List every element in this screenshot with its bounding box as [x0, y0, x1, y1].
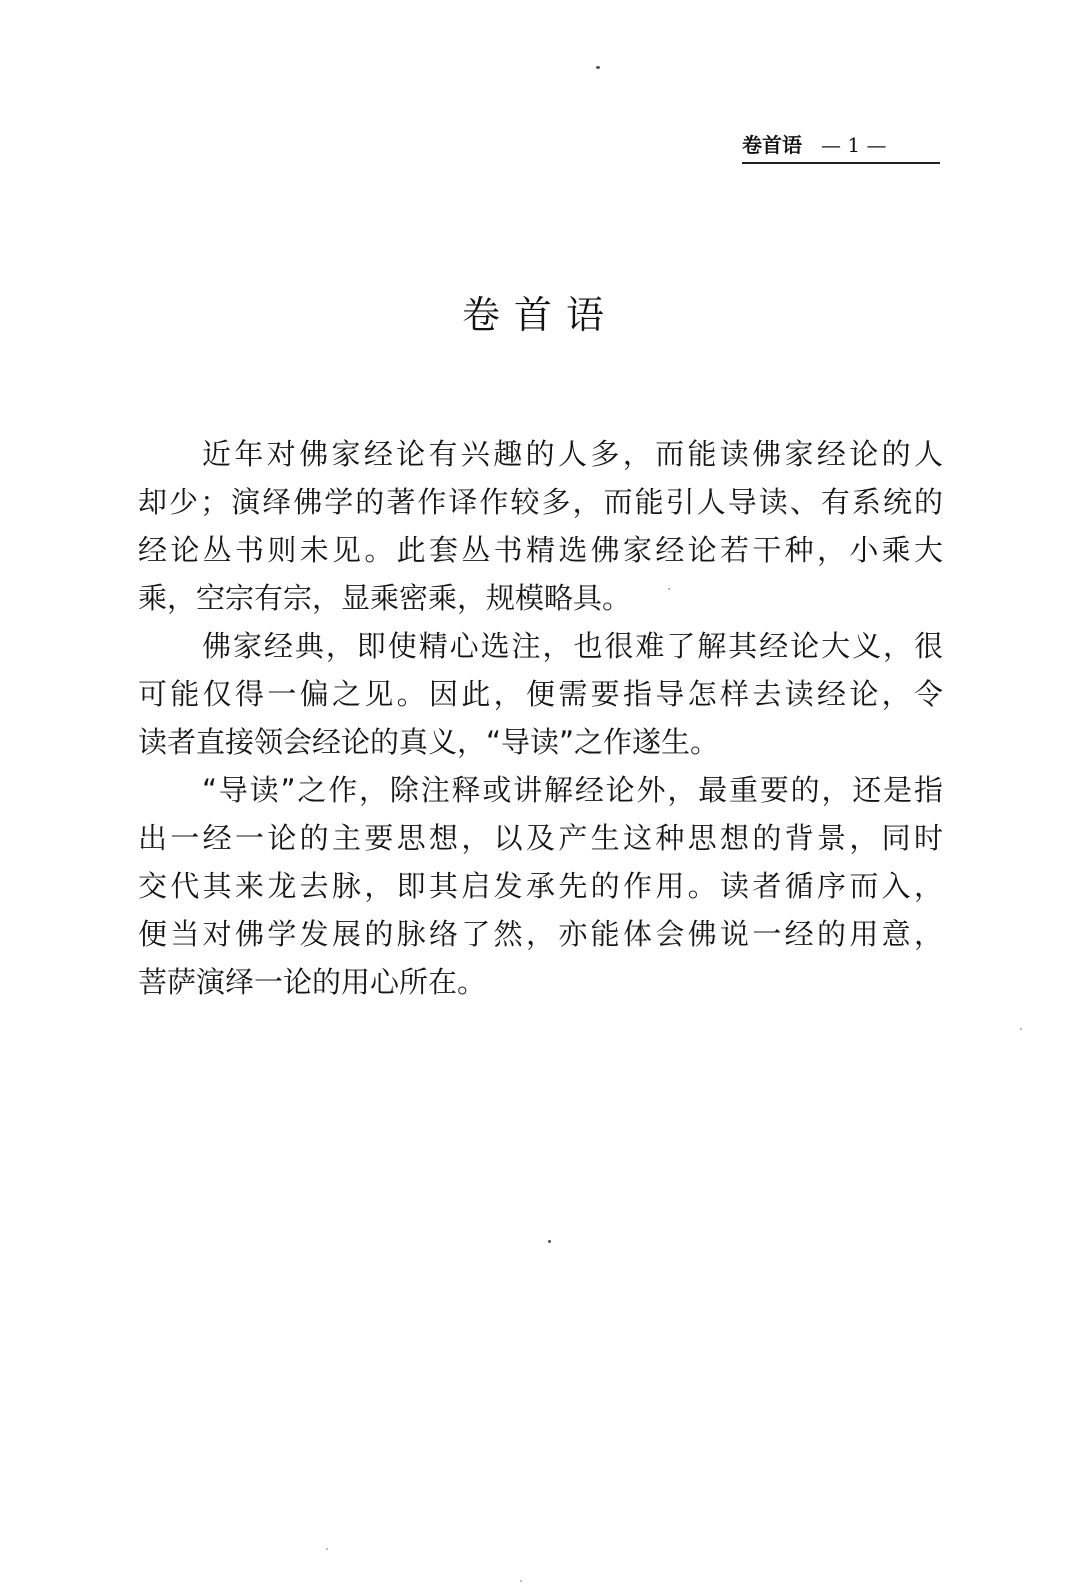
text-line: 近年对佛家经论有兴趣的人多，而能读佛家经论的人: [202, 437, 943, 471]
scan-speck: [668, 588, 670, 590]
scan-speck: [1020, 1028, 1022, 1030]
paragraph-2: [138, 622, 943, 766]
text-line: 菩萨演绎一论的用心所在。: [138, 965, 487, 999]
scan-speck: [548, 1240, 551, 1243]
text-line: 佛家经典，即使精心选注，也很难了解其经论大义，很: [202, 629, 943, 663]
text-line: 出一经一论的主要思想，以及产生这种思想的背景，同时: [138, 821, 943, 855]
page-title: 卷首语: [461, 293, 618, 337]
running-header-title: 卷首语: [742, 133, 802, 157]
text-line: 可能仅得一偏之见。因此，便需要指导怎样去读经论，令: [138, 677, 943, 711]
paragraph-1: [138, 430, 943, 622]
text-line: 交代其来龙去脉，即其启发承先的作用。读者循序而入，: [138, 869, 943, 903]
scan-speck: [520, 1580, 522, 1582]
text-line: 乘，空宗有宗，显乘密乘，规模略具。: [138, 581, 632, 615]
text-line: 却少；演绎佛学的著作译作较多，而能引人导读、有系统的: [138, 485, 943, 519]
text-line: 读者直接领会经论的真义，“导读”之作遂生。: [138, 725, 720, 759]
body-text: [138, 430, 943, 1006]
text-line: 经论丛书则未见。此套丛书精选佛家经论若干种，小乘大: [138, 533, 943, 567]
running-header: [742, 130, 940, 164]
paragraph-3: [138, 766, 943, 1006]
scan-speck: [596, 66, 600, 69]
text-line: 便当对佛学发展的脉络了然，亦能体会佛说一经的用意，: [138, 917, 943, 951]
text-line: “导读”之作，除注释或讲解经论外，最重要的，还是指: [202, 773, 943, 807]
scan-speck: [326, 1548, 328, 1550]
page-number: — 1 —: [821, 133, 887, 157]
